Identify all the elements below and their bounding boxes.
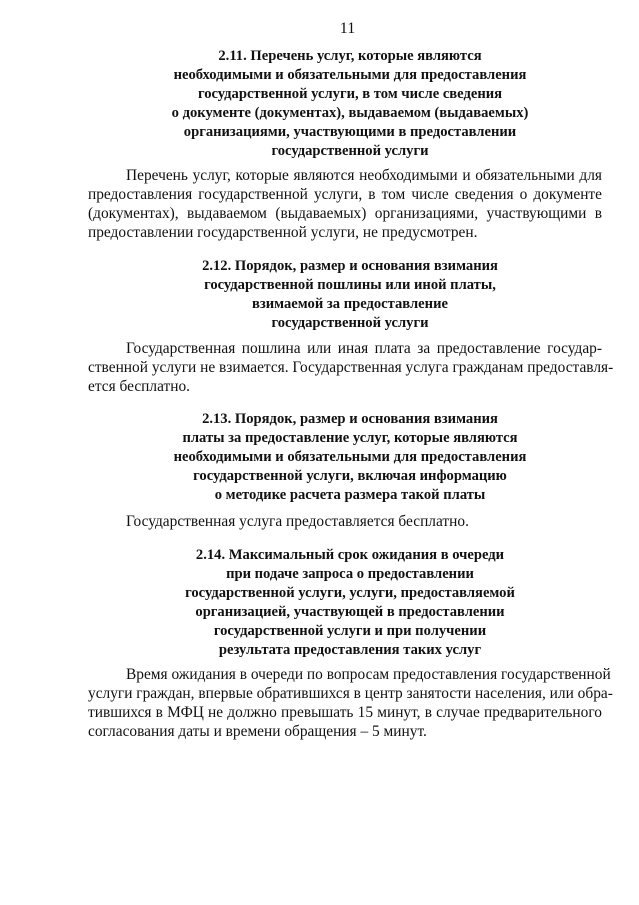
heading-line: государственной услуги xyxy=(271,315,429,331)
heading-line: 2.11. Перечень услуг, которые являются xyxy=(218,48,482,64)
section-2-14-heading xyxy=(140,546,560,660)
heading-line: 2.12. Порядок, размер и основания взимания xyxy=(202,258,498,274)
section-2-13-paragraph xyxy=(88,512,602,531)
paragraph-line: ственной услуги не взимается. Государственная услуга гражданам предоставля- xyxy=(88,359,614,376)
paragraph-line: согласования даты и времени обращения – 5 минут. xyxy=(88,723,427,740)
heading-line: организацией, участвующей в предоставлении xyxy=(195,604,505,620)
heading-line: государственной услуги и при получении xyxy=(213,623,487,639)
paragraph-line: Время ожидания в очереди по вопросам предоставления государственной xyxy=(126,666,611,683)
heading-line: о методике расчета размера такой платы xyxy=(214,487,486,503)
heading-line: результата предоставления таких услуг xyxy=(218,642,482,658)
section-2-12-heading xyxy=(140,257,560,333)
page-number: 11 xyxy=(339,20,356,37)
heading-line: государственной услуги xyxy=(271,143,429,159)
section-2-11-paragraph xyxy=(88,166,602,242)
heading-line: необходимыми и обязательными для предоставления xyxy=(173,67,527,83)
paragraph-line: Перечень услуг, которые являются необходимыми и обязательными для xyxy=(126,167,602,184)
section-2-12-paragraph xyxy=(88,339,614,396)
heading-line: 2.13. Порядок, размер и основания взимания xyxy=(202,411,498,427)
paragraph-line: предоставления государственной услуги, в том числе сведения о документе xyxy=(88,186,602,203)
heading-line: государственной услуги, услуги, предоставляемой xyxy=(185,585,515,601)
paragraph-line: Государственная услуга предоставляется бесплатно. xyxy=(126,513,469,530)
heading-line: при подаче запроса о предоставлении xyxy=(226,566,474,582)
paragraph-line: услуги граждан, впервые обратившихся в центр занятости населения, или обра- xyxy=(88,685,613,702)
paragraph-line: Государственная пошлина или иная плата за предоставление государ- xyxy=(126,340,602,357)
section-2-14-paragraph xyxy=(88,665,613,741)
heading-line: государственной услуги, включая информацию xyxy=(193,468,507,484)
heading-line: организациями, участвующими в предоставлении xyxy=(183,124,517,140)
section-2-11-heading xyxy=(140,47,560,161)
heading-line: о документе (документах), выдаваемом (выдаваемых) xyxy=(171,105,529,121)
section-2-13-heading xyxy=(140,410,560,505)
heading-line: государственной пошлины или иной платы, xyxy=(204,277,496,293)
heading-line: взимаемой за предоставление xyxy=(252,296,448,312)
paragraph-line: ется бесплатно. xyxy=(88,378,191,395)
heading-line: необходимыми и обязательными для предоставления xyxy=(173,449,527,465)
heading-line: государственной услуги, в том числе сведения xyxy=(197,86,503,102)
heading-line: 2.14. Максимальный срок ожидания в очереди xyxy=(195,547,505,563)
paragraph-line: (документах), выдаваемом (выдаваемых) организациями, участвующими в xyxy=(88,205,602,222)
paragraph-line: тившихся в МФЦ не должно превышать 15 минут, в случае предварительного xyxy=(88,704,602,721)
heading-line: платы за предоставление услуг, которые являются xyxy=(182,430,518,446)
paragraph-line: предоставлении государственной услуги, не предусмотрен. xyxy=(88,224,478,241)
